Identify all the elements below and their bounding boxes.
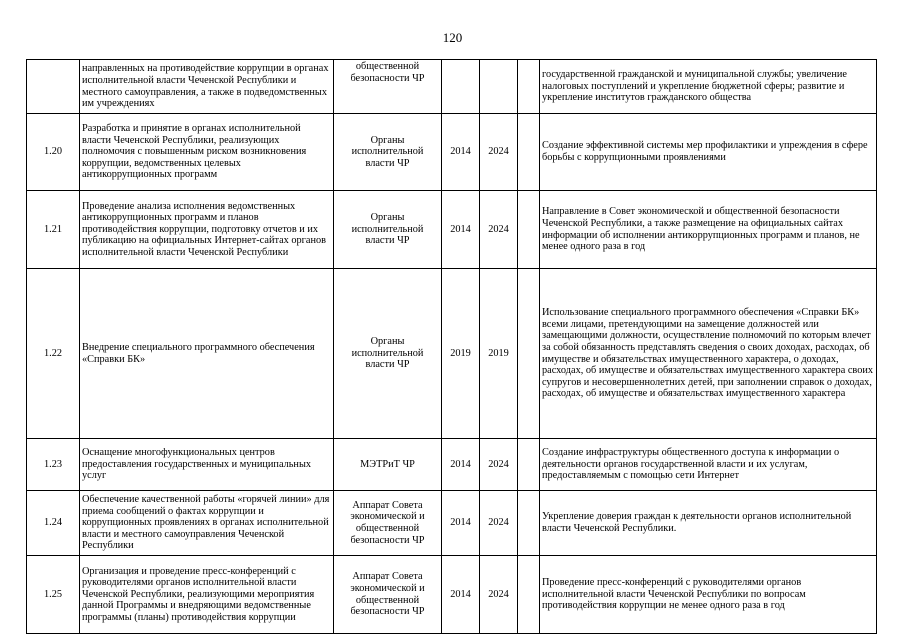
- row-number: 1.23: [27, 439, 80, 491]
- executor: Органы исполнительной власти ЧР: [334, 191, 442, 269]
- row-number: 1.24: [27, 491, 80, 556]
- table-row: [27, 60, 877, 114]
- expected-result: Использование специального программного обеспечения «Справки БК» всеми лицами, претендующими на замещение должностей или замещающими должности, осуществление полномочий по которым влечет за собой обязанность представлять сведения о своих доходах, расходах, об имуществе и обязательствах имущественного характера, о доходах, расходах, об имуществе и обязательствах имущественного характера своих супругов и несовершеннолетних детей, при заполнении справок о доходах, расходах, об имуществе и обязательствах имущественного характера: [540, 269, 877, 439]
- measure-name: Разработка и принятие в органах исполнительной власти Чеченской Республики, реализующих полномочия с повышенным риском возникновения коррупции, ведомственных целевых антикоррупционных программ: [80, 114, 334, 191]
- expected-result: Направление в Совет экономической и общественной безопасности Чеченской Республики, а также размещение на официальных сайтах информации об исполнении антикоррупционных программ и планов, не менее одного раза в год: [540, 191, 877, 269]
- start-year: 2014: [442, 191, 480, 269]
- table-row: [27, 269, 877, 439]
- table-row: [27, 191, 877, 269]
- empty-cell: [518, 439, 540, 491]
- end-year: [480, 60, 518, 114]
- executor: Органы исполнительной власти ЧР: [334, 269, 442, 439]
- page-number: 120: [442, 30, 463, 45]
- measure-name: Внедрение специального программного обеспечения «Справки БК»: [80, 269, 334, 439]
- end-year: 2024: [480, 491, 518, 556]
- measure-name: Организация и проведение пресс-конференций с руководителями органов исполнительной власти Чеченской Республики, реализующими мероприятия данной Программы и внедряющими ведомственные программы (планы) противодействия коррупции: [80, 556, 334, 634]
- empty-cell: [518, 556, 540, 634]
- measure-name: Оснащение многофункциональных центров предоставления государственных и муниципальных услуг: [80, 439, 334, 491]
- empty-cell: [518, 269, 540, 439]
- start-year: 2014: [442, 556, 480, 634]
- executor: общественной безопасности ЧР: [334, 60, 442, 114]
- row-number: 1.20: [27, 114, 80, 191]
- expected-result: Проведение пресс-конференций с руководителями органов исполнительной власти Чеченской Республики по вопросам противодействия коррупции не менее одного раза в год: [540, 556, 877, 634]
- end-year: 2019: [480, 269, 518, 439]
- expected-result: Создание инфраструктуры общественного доступа к информации о деятельности органов государственной власти и их услугам, предоставляемым с помощью сети Интернет: [540, 439, 877, 491]
- measure-name: Проведение анализа исполнения ведомственных антикоррупционных программ и планов противодействия коррупции, подготовку отчетов и их публикацию на официальных Интернет-сайтах органов исполнительной власти Чеченской Республики: [80, 191, 334, 269]
- start-year: 2014: [442, 439, 480, 491]
- empty-cell: [518, 491, 540, 556]
- row-number: 1.22: [27, 269, 80, 439]
- measure-name: Обеспечение качественной работы «горячей линии» для приема сообщений о фактах коррупции и коррупционных проявлениях в органах исполнительной власти и местного самоуправления Чеченской Республики: [80, 491, 334, 556]
- measures-table: [26, 59, 877, 634]
- start-year: 2019: [442, 269, 480, 439]
- empty-cell: [518, 191, 540, 269]
- expected-result: Укрепление доверия граждан к деятельности органов исполнительной власти Чеченской Республики.: [540, 491, 877, 556]
- start-year: 2014: [442, 491, 480, 556]
- empty-cell: [518, 60, 540, 114]
- measure-name: направленных на противодействие коррупции в органах исполнительной власти Чеченской Республики и местного самоуправления, а также в подведомственных им учреждениях: [80, 60, 334, 114]
- row-number: 1.21: [27, 191, 80, 269]
- end-year: 2024: [480, 114, 518, 191]
- executor: Аппарат Совета экономической и общественной безопасности ЧР: [334, 491, 442, 556]
- start-year: 2014: [442, 114, 480, 191]
- row-number: [27, 60, 80, 114]
- end-year: 2024: [480, 439, 518, 491]
- executor: Аппарат Совета экономической и общественной безопасности ЧР: [334, 556, 442, 634]
- start-year: [442, 60, 480, 114]
- table-row: [27, 491, 877, 556]
- end-year: 2024: [480, 191, 518, 269]
- executor: МЭТРиТ ЧР: [334, 439, 442, 491]
- empty-cell: [518, 114, 540, 191]
- expected-result: государственной гражданской и муниципальной службы; увеличение налоговых поступлений и укрепление бюджетной сферы; развитие и укрепление институтов гражданского общества: [540, 60, 877, 114]
- end-year: 2024: [480, 556, 518, 634]
- row-number: 1.25: [27, 556, 80, 634]
- expected-result: Создание эффективной системы мер профилактики и упреждения в сфере борьбы с коррупционными проявлениями: [540, 114, 877, 191]
- table-row: [27, 114, 877, 191]
- executor: Органы исполнительной власти ЧР: [334, 114, 442, 191]
- table-row: [27, 439, 877, 491]
- table-row: [27, 556, 877, 634]
